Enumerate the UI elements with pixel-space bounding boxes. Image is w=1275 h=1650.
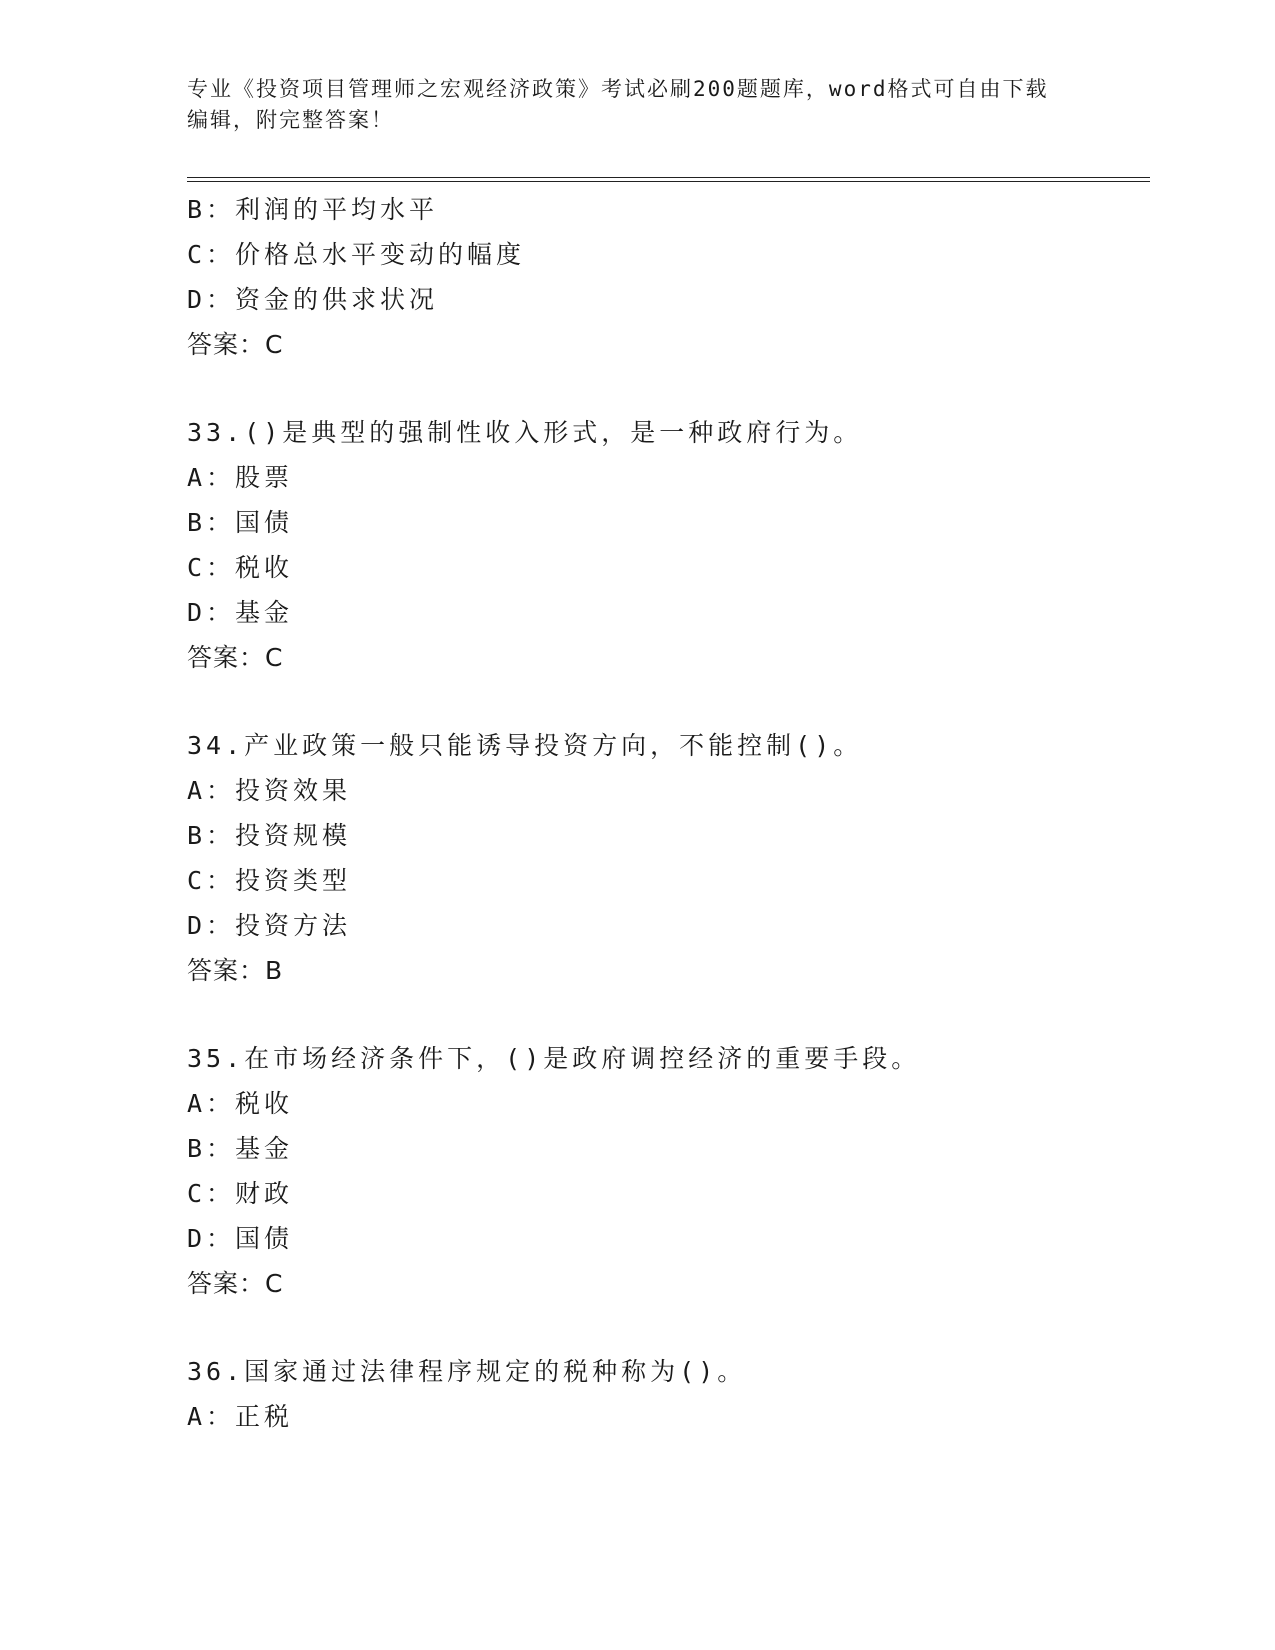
- question-stem: 35.在市场经济条件下，()是政府调控经济的重要手段。: [187, 1044, 921, 1073]
- option-c: C：税收: [187, 553, 294, 582]
- answer: 答案：C: [187, 643, 284, 672]
- option-b: B：利润的平均水平: [187, 195, 439, 224]
- question-stem: 36.国家通过法律程序规定的税种称为()。: [187, 1357, 747, 1386]
- document-header: 专业《投资项目管理师之宏观经济政策》考试必刷200题题库，word格式可自由下载编辑，附完整答案！: [187, 77, 1049, 132]
- header-divider-top: [187, 177, 1150, 178]
- option-a: A：正税: [187, 1402, 294, 1431]
- option-b: B：国债: [187, 508, 294, 537]
- option-d: D：资金的供求状况: [187, 285, 439, 314]
- option-d: D：投资方法: [187, 911, 352, 940]
- question-stem: 34.产业政策一般只能诱导投资方向，不能控制()。: [187, 731, 863, 760]
- option-b: B：基金: [187, 1134, 294, 1163]
- option-b: B：投资规模: [187, 821, 352, 850]
- answer: 答案：C: [187, 1269, 284, 1298]
- option-a: A：税收: [187, 1089, 294, 1118]
- option-a: A：股票: [187, 463, 294, 492]
- option-d: D：国债: [187, 1224, 294, 1253]
- question-stem: 33.()是典型的强制性收入形式，是一种政府行为。: [187, 418, 863, 447]
- option-c: C：财政: [187, 1179, 294, 1208]
- answer: 答案：C: [187, 330, 284, 359]
- header-divider-bottom: [187, 181, 1150, 182]
- answer: 答案：B: [187, 956, 284, 985]
- option-d: D：基金: [187, 598, 294, 627]
- option-c: C：投资类型: [187, 866, 352, 895]
- option-a: A：投资效果: [187, 776, 352, 805]
- option-c: C：价格总水平变动的幅度: [187, 240, 526, 269]
